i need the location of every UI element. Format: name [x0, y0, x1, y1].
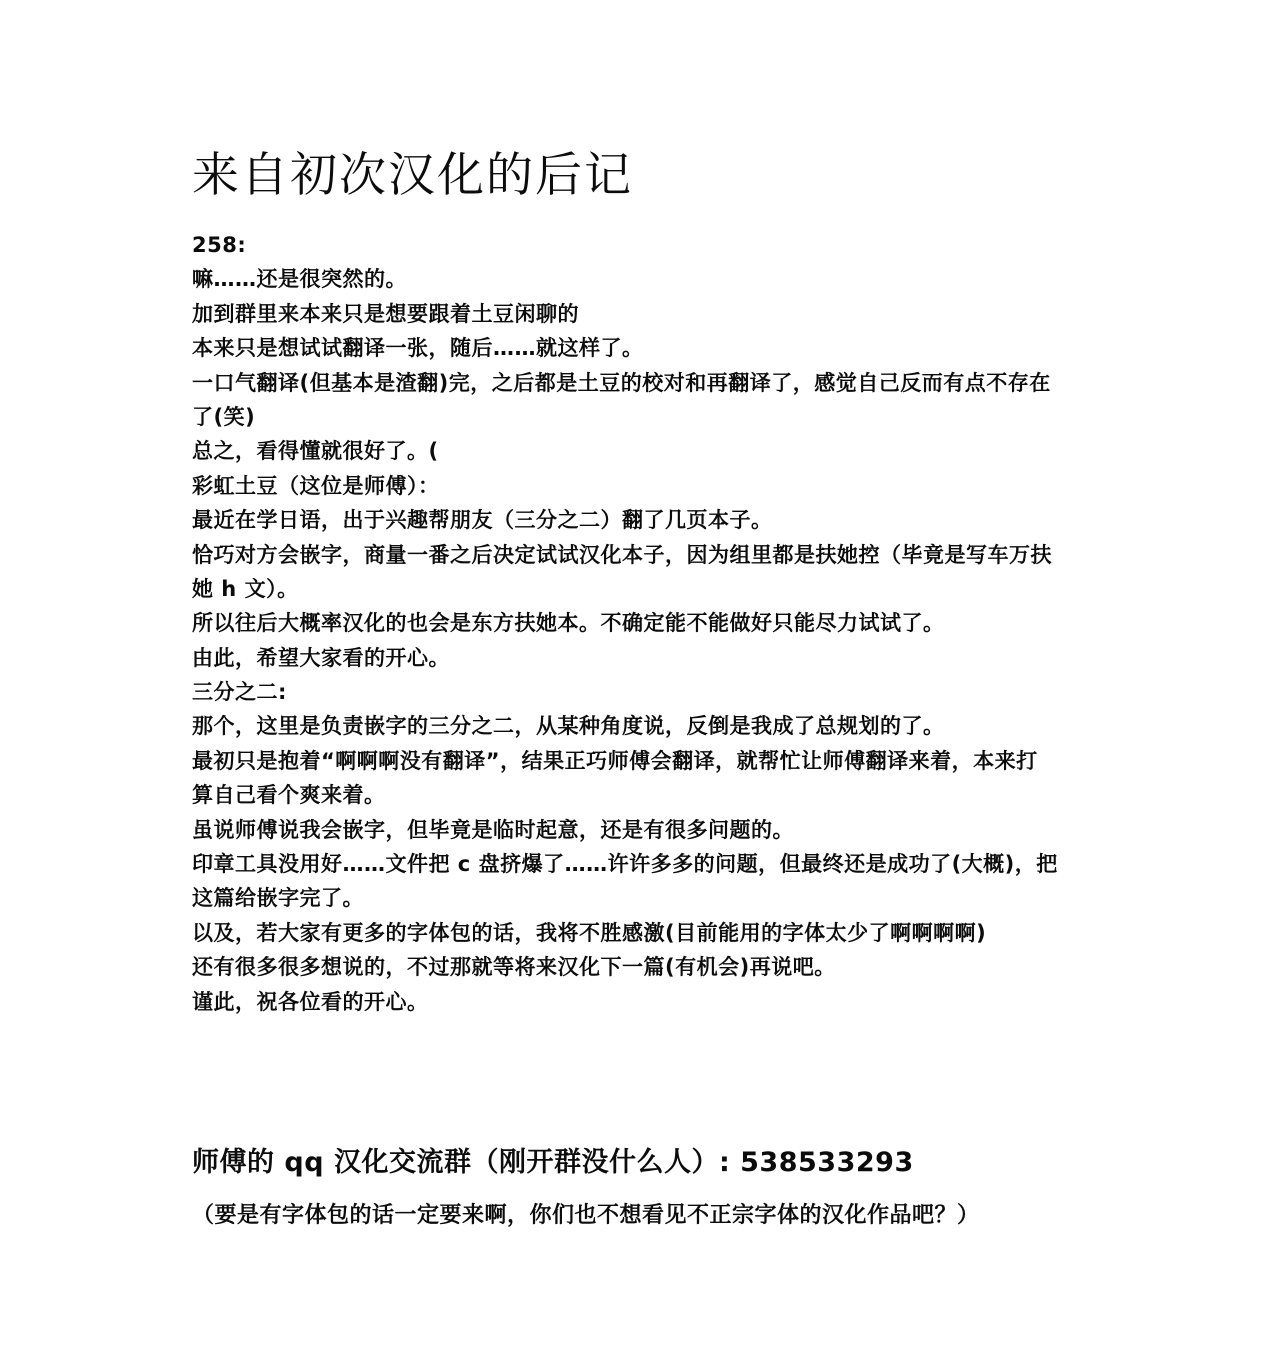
- text-line: 算自己看个爽来着。: [192, 783, 386, 808]
- afterword-text: [192, 228, 1097, 1019]
- text-line: 印章工具没用好……文件把 c 盘挤爆了……许许多多的问题，但最终还是成功了(大概)，把: [192, 852, 1058, 877]
- font-request-line: （要是有字体包的话一定要来啊，你们也不想看见不正宗字体的汉化作品吧？）: [192, 1203, 980, 1228]
- text-line: 这篇给嵌字完了。: [192, 886, 364, 911]
- page-title: 来自初次汉化的后记: [192, 148, 633, 204]
- text-line: 恰巧对方会嵌字，商量一番之后决定试试汉化本子，因为组里都是扶她控（毕竟是写车万扶: [192, 542, 1052, 567]
- text-line: 那个，这里是负责嵌字的三分之二，从某种角度说，反倒是我成了总规划的了。: [192, 714, 945, 739]
- text-line: 虽说师傅说我会嵌字，但毕竟是临时起意，还是有很多问题的。: [192, 817, 794, 842]
- text-line: 最近在学日语，出于兴趣帮朋友（三分之二）翻了几页本子。: [192, 508, 773, 533]
- text-line: 加到群里来本来只是想要跟着土豆闲聊的: [192, 301, 579, 326]
- text-line: 本来只是想试试翻译一张，随后……就这样了。: [192, 336, 644, 361]
- text-line: 最初只是抱着“啊啊啊没有翻译”，结果正巧师傅会翻译，就帮忙让师傅翻译来着，本来打: [192, 748, 1038, 773]
- text-line: 以及，若大家有更多的字体包的话，我将不胜感激(目前能用的字体太少了啊啊啊啊): [192, 920, 987, 945]
- text-line: 谨此，祝各位看的开心。: [192, 989, 429, 1014]
- text-line: 三分之二:: [192, 680, 287, 705]
- qq-group-line: 师傅的 qq 汉化交流群（刚开群没什么人）: 538533293: [192, 1147, 914, 1178]
- text-line: 一口气翻译(但基本是渣翻)完，之后都是土豆的校对和再翻译了，感觉自己反而有点不存在: [192, 370, 1051, 395]
- text-line: 还有很多很多想说的，不过那就等将来汉化下一篇(有机会)再说吧。: [192, 955, 836, 980]
- text-line: 嘛……还是很突然的。: [192, 267, 407, 292]
- text-line: 彩虹土豆（这位是师傅）：: [192, 473, 440, 498]
- text-line: 所以往后大概率汉化的也会是东方扶她本。不确定能不能做好只能尽力试试了。: [192, 611, 945, 636]
- text-line: 总之，看得懂就很好了。(: [192, 439, 439, 464]
- text-line: 了(笑): [192, 404, 256, 429]
- text-line: 258:: [192, 233, 247, 257]
- text-line: 她 h 文）。: [192, 576, 299, 601]
- text-line: 由此，希望大家看的开心。: [192, 645, 450, 670]
